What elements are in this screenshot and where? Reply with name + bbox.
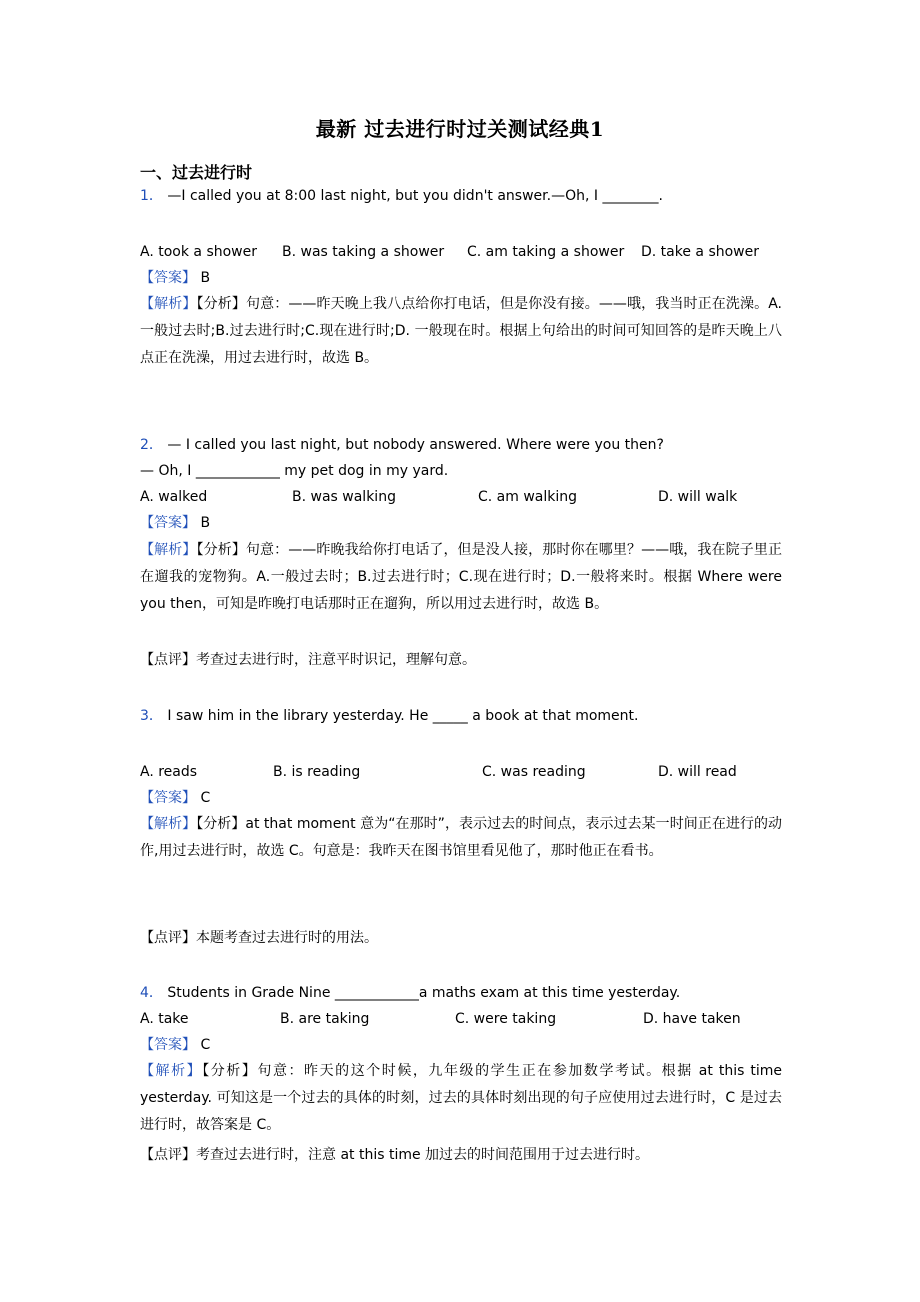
- answer-tag: 【答案】: [140, 790, 196, 806]
- question-2: [140, 435, 664, 455]
- analysis-block: [140, 537, 782, 618]
- question-number: 3．: [140, 708, 163, 724]
- option-a: A. reads: [140, 764, 198, 780]
- option-c: C. am taking a shower: [467, 244, 625, 260]
- analysis-tag: 【解析】: [140, 542, 197, 558]
- comment-line: 【点评】考查过去进行时，注意平时识记，理解句意。: [140, 652, 476, 668]
- option-c: C. was reading: [482, 764, 586, 780]
- answer-value: B: [200, 515, 211, 531]
- question-stem: I saw him in the library yesterday. He _____ a book at that moment.: [167, 708, 639, 724]
- analysis-block: [140, 811, 782, 865]
- comment-line: 【点评】本题考查过去进行时的用法。: [140, 930, 378, 946]
- option-a: A. took a shower: [140, 244, 257, 260]
- answer-value: B: [200, 270, 211, 286]
- question-stem: Students in Grade Nine ____________a maths exam at this time yesterday.: [167, 985, 681, 1001]
- answer-value: C: [200, 1037, 211, 1053]
- option-a: A. take: [140, 1011, 189, 1027]
- option-b: B. is reading: [273, 764, 361, 780]
- analysis-text: 【分析】句意：——昨晚我给你打电话了，但是没人接，那时你在哪里？——哦，我在院子里正在遛我的宠物狗。A.一般过去时；B.过去进行时；C.现在进行时；D.一般将来时。根据 Where were you then，可知是昨晚打电话那时正在遛狗，所以用过去进行时，故选 B。: [140, 542, 783, 612]
- analysis-tag: 【解析】: [140, 816, 197, 832]
- question-stem: —I called you at 8:00 last night, but you didn't answer.—Oh, I ________.: [167, 188, 663, 204]
- option-b: B. are taking: [280, 1011, 370, 1027]
- question-3: [140, 706, 638, 726]
- answer-line: [140, 1035, 210, 1055]
- question-stem: — I called you last night, but nobody answered. Where were you then?: [167, 437, 664, 453]
- option-b: B. was taking a shower: [282, 244, 445, 260]
- question-number: 4．: [140, 985, 163, 1001]
- section-heading: 一、过去进行时: [140, 163, 253, 182]
- analysis-text: 【分析】句意：昨天的这个时候，九年级的学生正在参加数学考试。根据 at this time yesterday. 可知这是一个过去的具体的时刻，过去的具体时刻出现的句子应使用过去进行时，C 是过去进行时，故答案是 C。: [140, 1063, 783, 1133]
- answer-tag: 【答案】: [140, 515, 196, 531]
- analysis-tag: 【解析】: [140, 1063, 203, 1079]
- question-number: 1．: [140, 188, 163, 204]
- answer-value: C: [200, 790, 211, 806]
- question-1: [140, 186, 663, 206]
- comment-line: 【点评】考查过去进行时，注意 at this time 加过去的时间范围用于过去进行时。: [140, 1147, 650, 1163]
- question-number: 2．: [140, 437, 163, 453]
- question-stem-line-2: — Oh, I ____________ my pet dog in my yard.: [140, 463, 449, 479]
- answer-line: [140, 268, 210, 288]
- option-c: C. am walking: [478, 489, 578, 505]
- option-b: B. was walking: [292, 489, 396, 505]
- option-d: D. will walk: [658, 489, 738, 505]
- question-4: [140, 983, 680, 1003]
- analysis-text: 【分析】句意：——昨天晚上我八点给你打电话，但是你没有接。——哦，我当时正在洗澡。A.一般过去时;B.过去进行时;C.现在进行时;D. 一般现在时。根据上句给出的时间可知回答的是昨天晚上八点正在洗澡，用过去进行时，故选 B。: [140, 296, 783, 366]
- analysis-block: [140, 1058, 782, 1139]
- option-d: D. will read: [658, 764, 737, 780]
- page-title: 最新 过去进行时过关测试经典1: [315, 117, 605, 141]
- analysis-text: 【分析】at that moment 意为“在那时”，表示过去的时间点，表示过去某一时间正在进行的动作,用过去进行时，故选 C。句意是：我昨天在图书馆里看见他了，那时他正在看书。: [140, 816, 783, 859]
- option-d: D. take a shower: [641, 244, 760, 260]
- answer-tag: 【答案】: [140, 1037, 196, 1053]
- analysis-block: [140, 291, 782, 372]
- answer-tag: 【答案】: [140, 270, 196, 286]
- option-a: A. walked: [140, 489, 208, 505]
- analysis-tag: 【解析】: [140, 296, 197, 312]
- option-d: D. have taken: [643, 1011, 741, 1027]
- answer-line: [140, 788, 210, 808]
- answer-line: [140, 513, 210, 533]
- option-c: C. were taking: [455, 1011, 557, 1027]
